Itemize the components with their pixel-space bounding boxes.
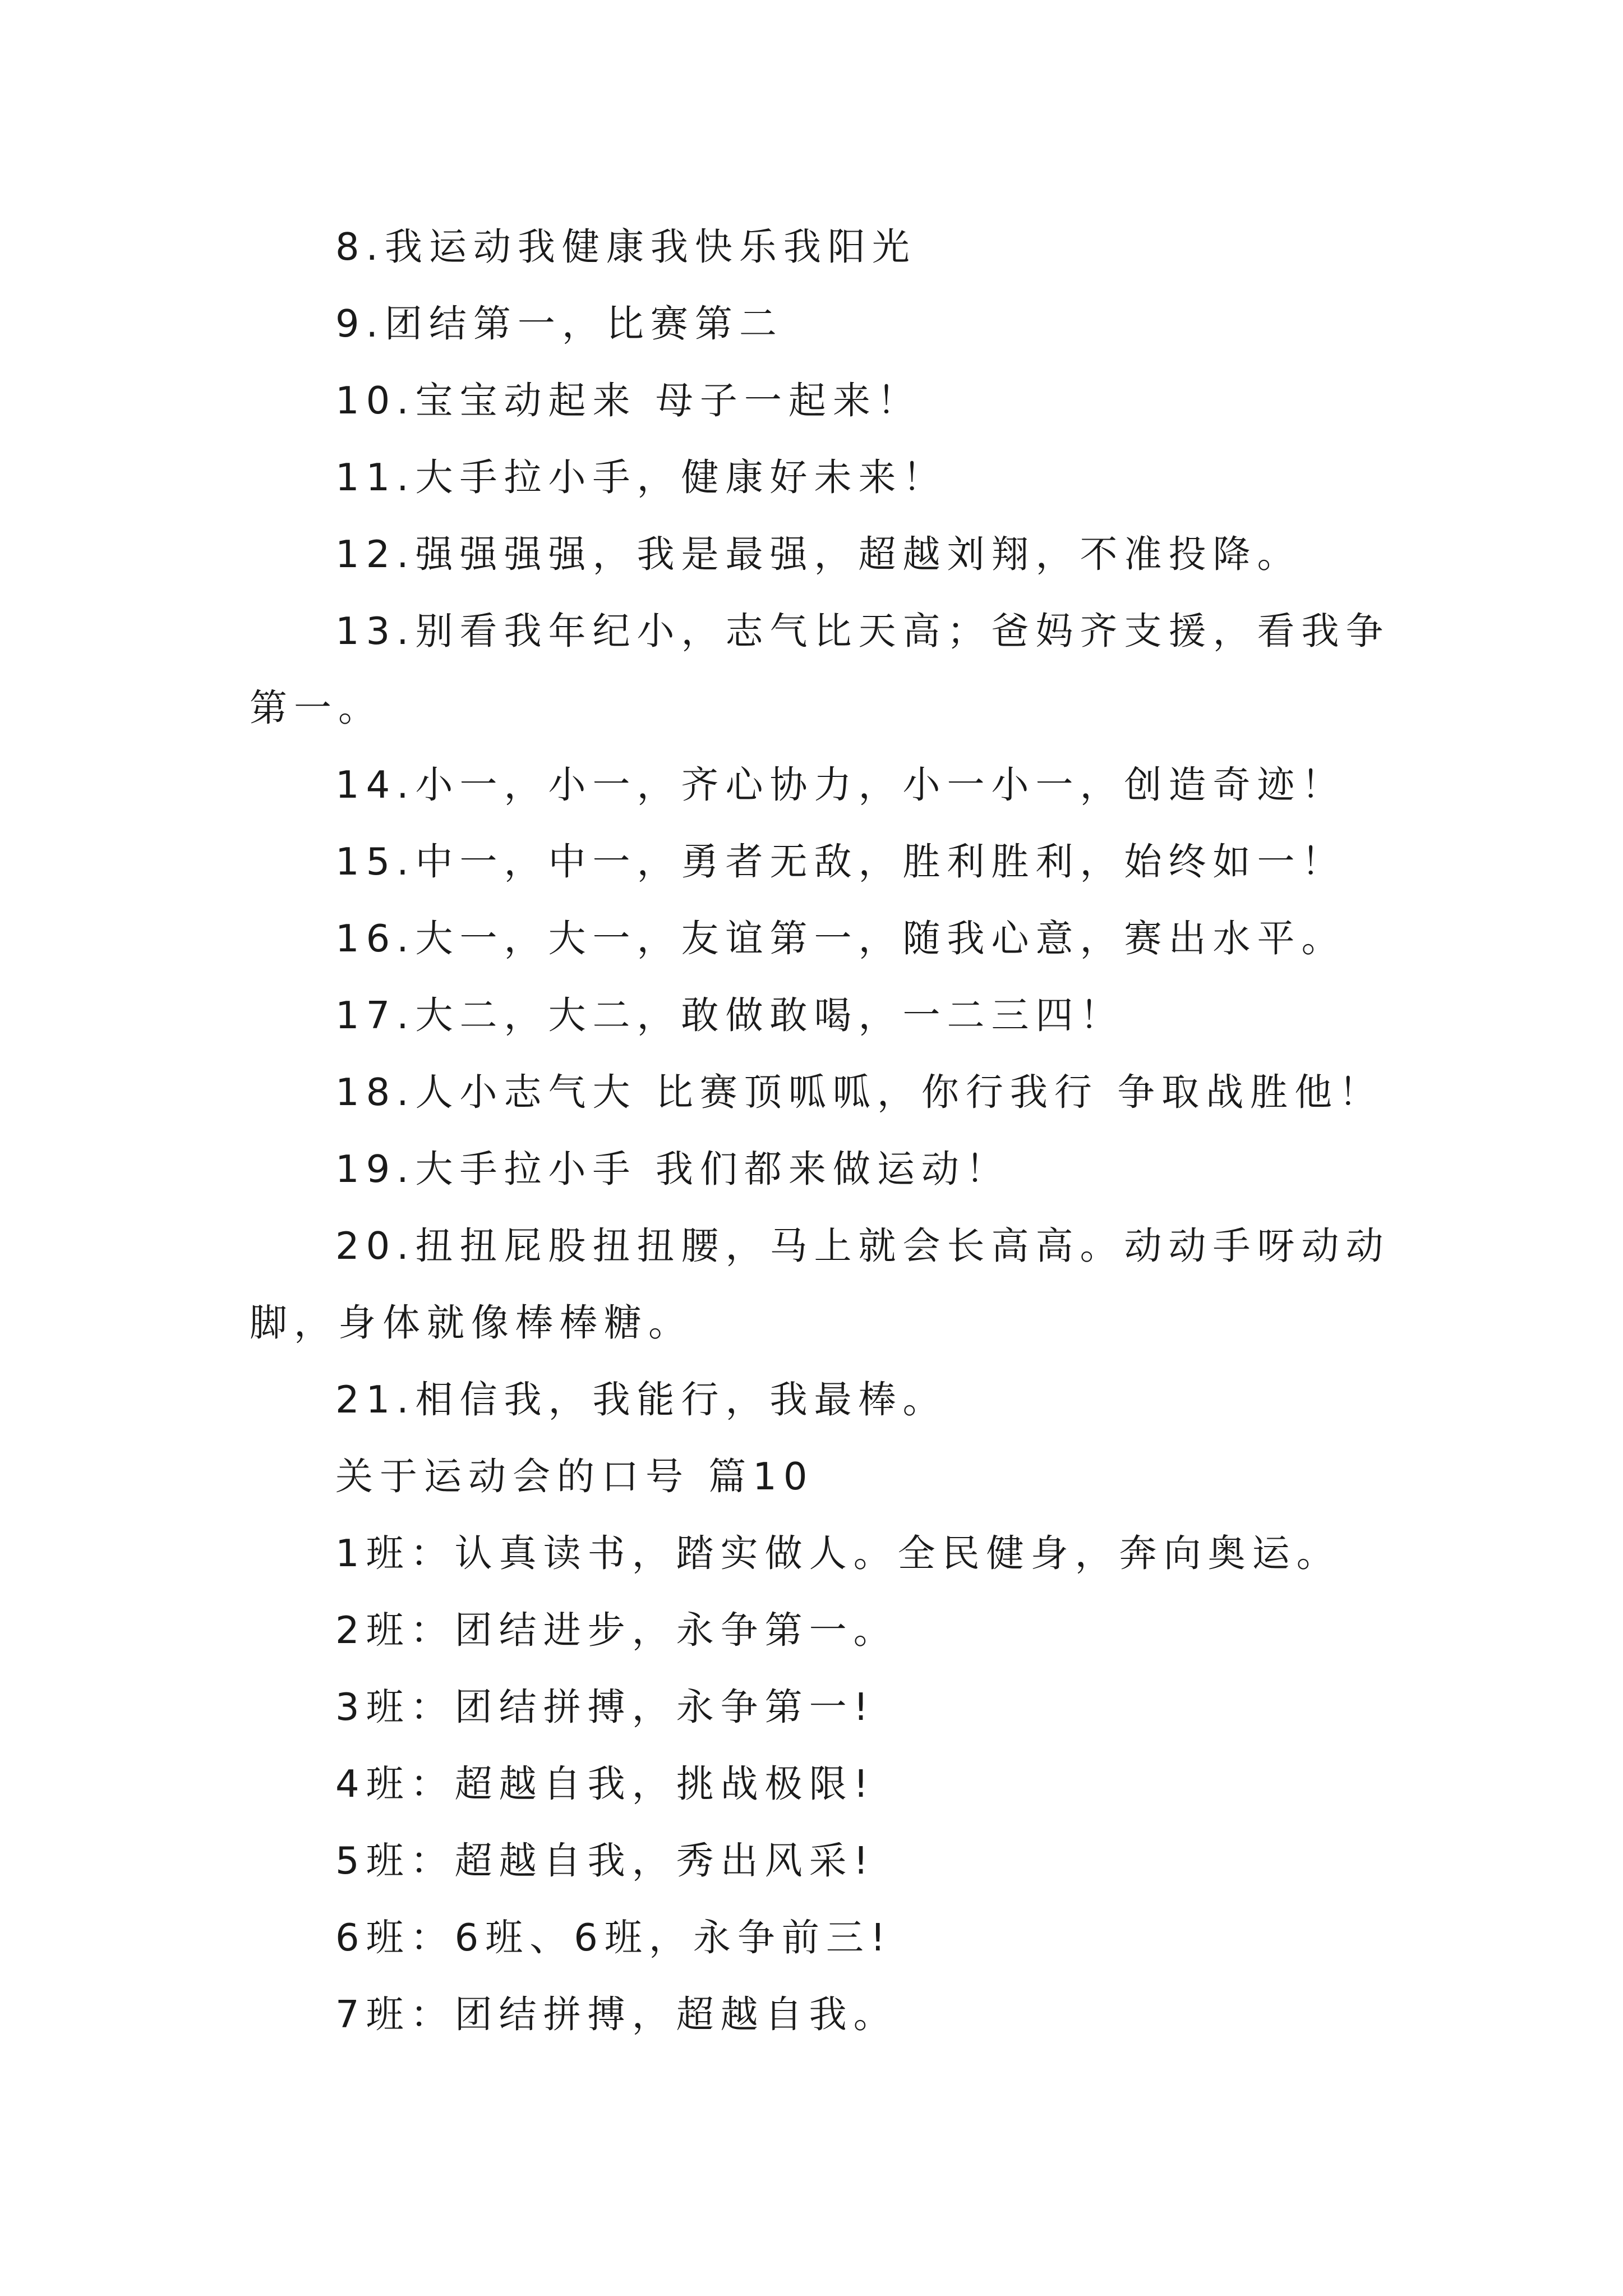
class-slogan-line: 5班：超越自我，秀出风采! <box>335 1839 875 1883</box>
slogan-line: 8.我运动我健康我快乐我阳光 <box>335 225 916 269</box>
slogan-line: 10.宝宝动起来 母子一起来！ <box>335 379 921 422</box>
slogan-line: 15.中一，中一，勇者无敌，胜利胜利，始终如一！ <box>335 840 1346 884</box>
class-slogan-line: 7班：团结拼搏，超越自我。 <box>335 1993 898 2036</box>
class-slogan-line: 1班：认真读书，踏实做人。全民健身，奔向奥运。 <box>335 1531 1341 1575</box>
slogan-line: 11.大手拉小手，健康好未来！ <box>335 455 947 499</box>
slogan-line: 20.扭扭屁股扭扭腰，马上就会长高高。动动手呀动动 <box>335 1224 1390 1268</box>
slogan-line: 17.大二，大二，敢做敢喝，一二三四！ <box>335 993 1124 1037</box>
slogan-line: 19.大手拉小手 我们都来做运动！ <box>335 1147 1010 1191</box>
class-slogan-line: 4班：超越自我，挑战极限! <box>335 1762 875 1806</box>
class-slogan-line: 6班：6班、6班，永争前三! <box>335 1916 892 1959</box>
slogan-line: 16.大一，大一，友谊第一，随我心意，赛出水平。 <box>335 917 1346 960</box>
slogan-line: 21.相信我，我能行，我最棒。 <box>335 1378 947 1421</box>
slogan-line: 13.别看我年纪小，志气比天高；爸妈齐支援，看我争 <box>335 609 1390 653</box>
slogan-line-continued: 脚，身体就像棒棒糖。 <box>250 1301 693 1345</box>
class-slogan-line: 2班：团结进步，永争第一。 <box>335 1608 898 1652</box>
section-heading: 关于运动会的口号 篇10 <box>335 1455 814 1498</box>
document-body <box>250 209 1390 2053</box>
class-slogan-line: 3班：团结拼搏，永争第一! <box>335 1685 875 1729</box>
slogan-line-continued: 第一。 <box>250 686 382 730</box>
slogan-line: 18.人小志气大 比赛顶呱呱，你行我行 争取战胜他！ <box>335 1070 1384 1114</box>
slogan-line: 12.强强强强，我是最强，超越刘翔，不准投降。 <box>335 532 1302 576</box>
slogan-line: 14.小一，小一，齐心协力，小一小一，创造奇迹！ <box>335 763 1346 807</box>
slogan-line: 9.团结第一，比赛第二 <box>335 302 783 346</box>
